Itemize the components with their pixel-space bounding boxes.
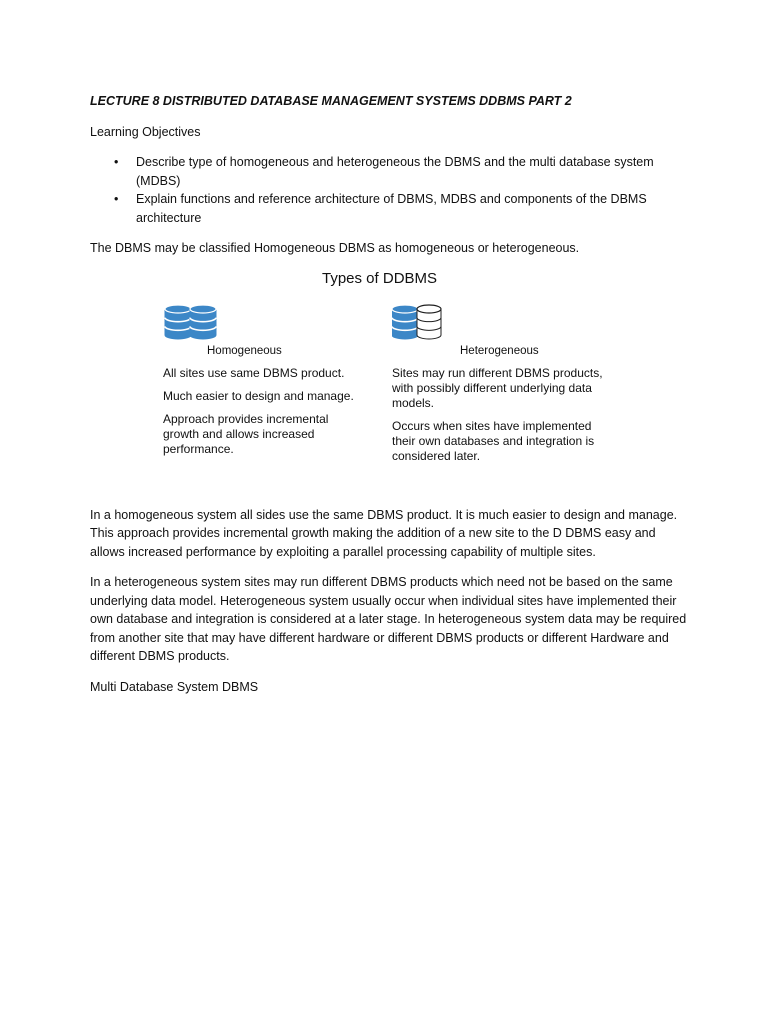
lecture-title: LECTURE 8 DISTRIBUTED DATABASE MANAGEMENT SYSTEMS DDBMS PART 2 (90, 94, 572, 108)
homogeneous-item: Approach provides incremental growth and allows increased performance. (163, 411, 329, 456)
homogeneous-db-svg (163, 300, 243, 342)
types-of-ddbms-figure (90, 270, 690, 492)
objectives-heading: Learning Objectives (90, 124, 201, 139)
heterogeneous-item: Sites may run different DBMS products, with possibly different underlying data models. (392, 365, 603, 410)
bullet-icon: • (114, 192, 119, 206)
closing-line: Multi Database System DBMS (90, 679, 259, 694)
database-icon (392, 305, 418, 339)
database-icon (190, 305, 216, 339)
mixed-database-pair-icon (392, 300, 632, 342)
intro-paragraph: The DBMS may be classified Homogeneous DBMS as homogeneous or heterogeneous. (90, 241, 580, 255)
heterogeneous-db-svg (392, 300, 532, 342)
database-pair-icon (163, 300, 403, 342)
homogeneous-label: Homogeneous (207, 344, 282, 357)
homogeneous-column (163, 300, 403, 465)
homogeneous-item: All sites use same DBMS product. (163, 365, 345, 380)
list-item (90, 190, 690, 227)
heterogeneous-paragraph: In a heterogeneous system sites may run different DBMS products which need not be based on the same underlying data model. Heterogeneous system usually occur when individual sites have implemented their own database and integration is considered at a later stage. In heterogeneous system data may be required from another site that may have different hardware or different DBMS products or different Hardware and different DBMS products. (90, 575, 687, 663)
heterogeneous-column (392, 300, 632, 472)
homogeneous-paragraph: In a homogeneous system all sides use the same DBMS product. It is much easier to design and manage. This approach provides incremental growth making the addition of a new site to the D DBMS easy and allows increased performance by exploiting a parallel processing capability of multiple sites. (90, 507, 678, 559)
heterogeneous-item: Occurs when sites have implemented their own databases and integration is considered later. (392, 418, 595, 463)
bullet-icon: • (114, 155, 119, 169)
list-item (90, 153, 690, 190)
heterogeneous-label: Heterogeneous (460, 344, 539, 357)
document-page (90, 92, 690, 708)
objectives-list (90, 153, 690, 227)
homogeneous-item: Much easier to design and manage. (163, 388, 354, 403)
figure-title: Types of DDBMS (322, 269, 438, 287)
database-outline-icon (417, 305, 441, 339)
database-icon (165, 305, 191, 339)
list-item-text: Explain functions and reference architecture of DBMS, MDBS and components of the DBMS architecture (136, 192, 647, 225)
list-item-text: Describe type of homogeneous and heterogeneous the DBMS and the multi database system (MDBS) (136, 155, 654, 188)
